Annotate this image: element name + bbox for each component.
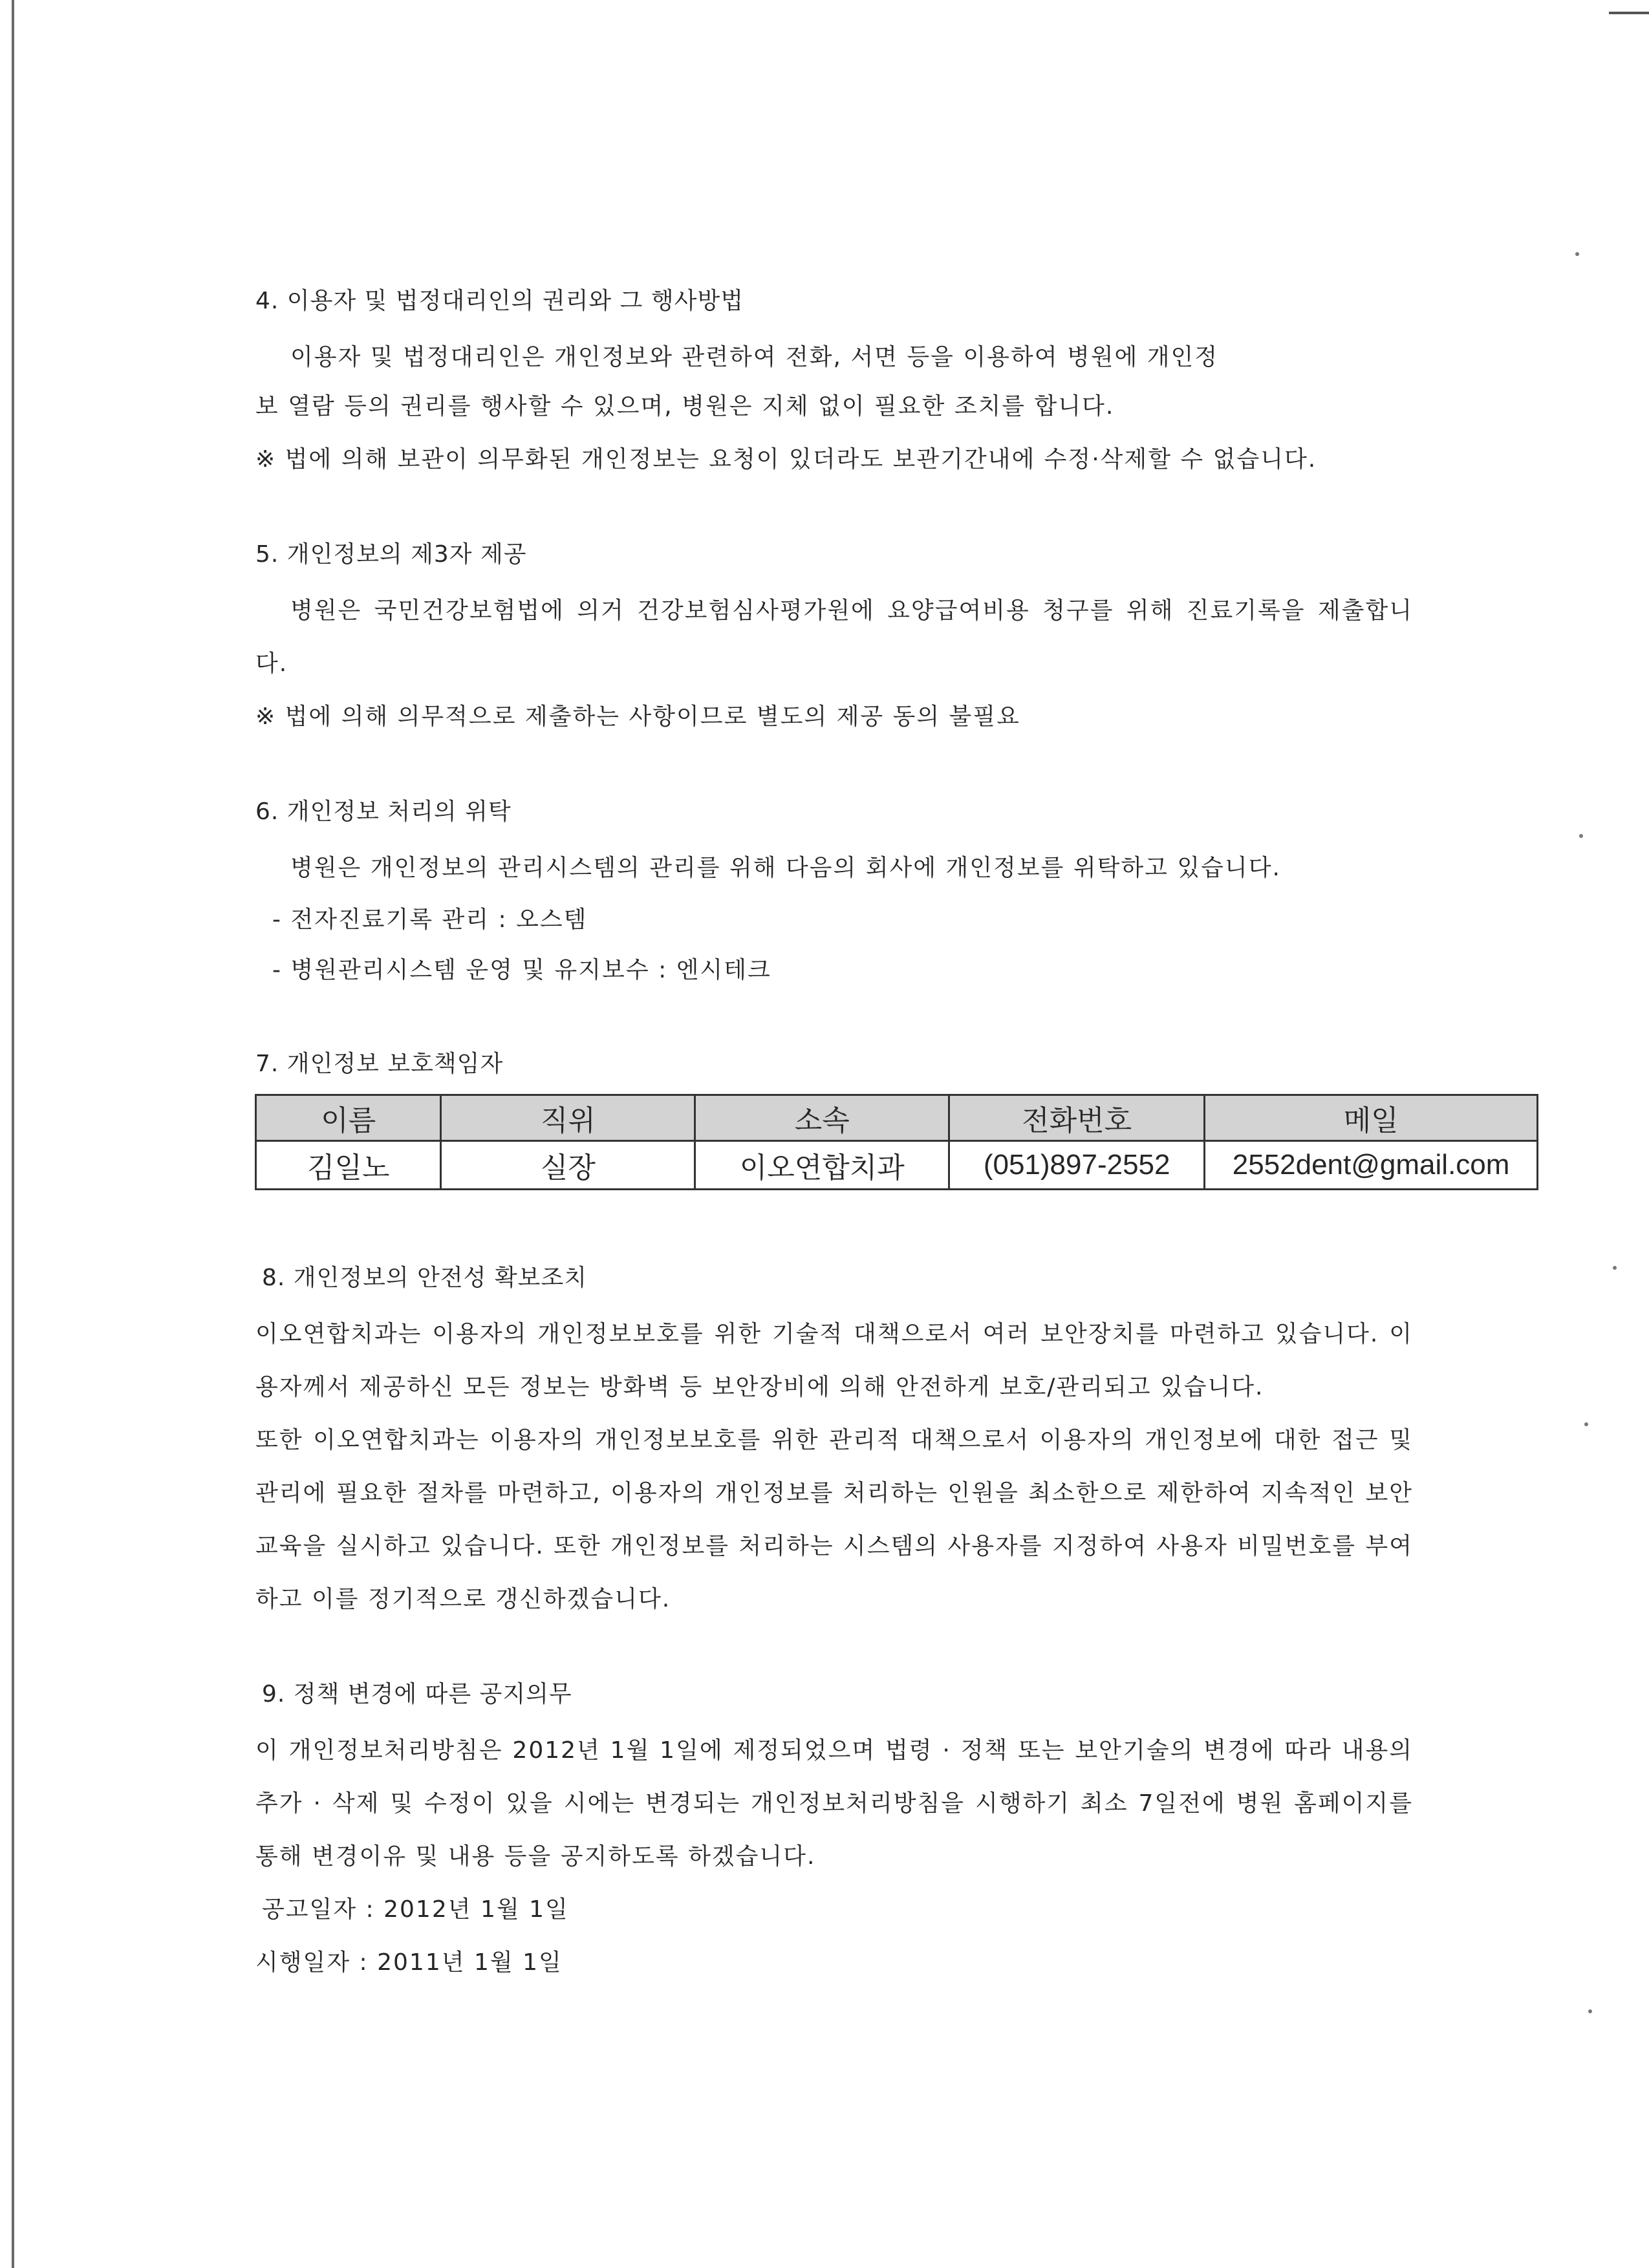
table-row bbox=[256, 1141, 1538, 1190]
section-paragraph: 이 개인정보처리방침은 2012년 1월 1일에 제정되었으며 법령 · 정책 또는 보안기술의 변경에 따라 내용의 추가 · 삭제 및 수정이 있을 시에는 변경되는 개인정보처리방침을 시행하기 최소 7일전에 병원 홈페이지를 통해 변경이유 및 내용 등을 공지하도록 하겠습니다. bbox=[255, 1737, 1413, 1870]
legal-note: ※ 법에 의해 보관이 의무화된 개인정보는 요청이 있더라도 보관기간내에 수정·삭제할 수 없습니다. bbox=[255, 446, 1317, 473]
notice-date: 공고일자 : 2012년 1월 1일 bbox=[262, 1896, 569, 1923]
table-header-cell: 이름 bbox=[256, 1095, 441, 1141]
section-heading: 9. 정책 변경에 따른 공지의무 bbox=[262, 1681, 572, 1707]
section-paragraph: 이용자 및 법정대리인은 개인정보와 관련하여 전화, 서면 등을 이용하여 병원에 개인정 bbox=[290, 344, 1219, 370]
table-header-cell: 소속 bbox=[695, 1095, 949, 1141]
scan-speck bbox=[1579, 834, 1583, 838]
table-cell: 2552dent@gmail.com bbox=[1205, 1141, 1538, 1190]
section-heading: 4. 이용자 및 법정대리인의 권리와 그 행사방법 bbox=[255, 288, 744, 314]
legal-note: ※ 법에 의해 의무적으로 제출하는 사항이므로 별도의 제공 동의 불필요 bbox=[255, 703, 1020, 730]
section-heading: 7. 개인정보 보호책임자 bbox=[255, 1051, 504, 1077]
section-8 bbox=[255, 1261, 1413, 1626]
scan-page-edge bbox=[12, 0, 14, 2268]
section-heading: 6. 개인정보 처리의 위탁 bbox=[255, 798, 512, 825]
section-paragraph: 또한 이오연합치과는 이용자의 개인정보보호를 위한 관리적 대책으로서 이용자의 개인정보에 대한 접근 및 관리에 필요한 절차를 마련하고, 이용자의 개인정보를 처리하는 인원을 최소한으로 제한하여 지속적인 보안교육을 실시하고 있습니다. 또한 개인정보를 처리하는 시스템의 사용자를 지정하여 사용자 비밀번호를 부여하고 이를 정기적으로 갱신하겠습니다. bbox=[255, 1427, 1413, 1612]
table-cell: 실장 bbox=[441, 1141, 695, 1190]
section-heading: 5. 개인정보의 제3자 제공 bbox=[255, 541, 527, 568]
section-paragraph: 병원은 개인정보의 관리시스템의 관리를 위해 다음의 회사에 개인정보를 위탁하고 있습니다. bbox=[290, 855, 1281, 881]
scan-speck bbox=[1584, 1422, 1588, 1426]
table-header-cell: 직위 bbox=[441, 1095, 695, 1141]
section-4 bbox=[255, 284, 1413, 486]
section-5 bbox=[255, 538, 1413, 744]
list-item: - 전자진료기록 관리 : 오스템 bbox=[272, 906, 588, 933]
section-paragraph: 보 열람 등의 권리를 행사할 수 있으며, 병원은 지체 없이 필요한 조치를 합니다. bbox=[255, 393, 1115, 420]
scan-speck bbox=[1588, 2009, 1592, 2013]
section-paragraph: 이오연합치과는 이용자의 개인정보보호를 위한 기술적 대책으로서 여러 보안장치를 마련하고 있습니다. 이용자께서 제공하신 모든 정보는 방화벽 등 보안장비에 의해 안전하게 보호/관리되고 있습니다. bbox=[255, 1321, 1413, 1400]
table-header-cell: 메일 bbox=[1205, 1095, 1538, 1141]
section-6 bbox=[255, 795, 1413, 996]
table-header-row bbox=[256, 1095, 1538, 1141]
table-cell: 김일노 bbox=[256, 1141, 441, 1190]
table-header-cell: 전화번호 bbox=[949, 1095, 1205, 1141]
table-cell: 이오연합치과 bbox=[695, 1141, 949, 1190]
section-heading: 8. 개인정보의 안전성 확보조치 bbox=[262, 1265, 587, 1291]
scan-corner-mark bbox=[1609, 12, 1649, 14]
section-9 bbox=[255, 1678, 1413, 1989]
privacy-officer-table bbox=[255, 1094, 1538, 1190]
list-item: - 병원관리시스템 운영 및 유지보수 : 엔시테크 bbox=[272, 957, 771, 983]
document-body bbox=[255, 284, 1510, 2041]
scan-speck bbox=[1613, 1266, 1617, 1270]
effective-date: 시행일자 : 2011년 1월 1일 bbox=[255, 1949, 563, 1976]
scan-speck bbox=[1575, 252, 1579, 256]
table-cell: (051)897-2552 bbox=[949, 1141, 1205, 1190]
section-paragraph: 병원은 국민건강보험법에 의거 건강보험심사평가원에 요양급여비용 청구를 위해 진료기록을 제출합니다. bbox=[255, 597, 1413, 677]
section-7 bbox=[255, 1047, 1510, 1190]
